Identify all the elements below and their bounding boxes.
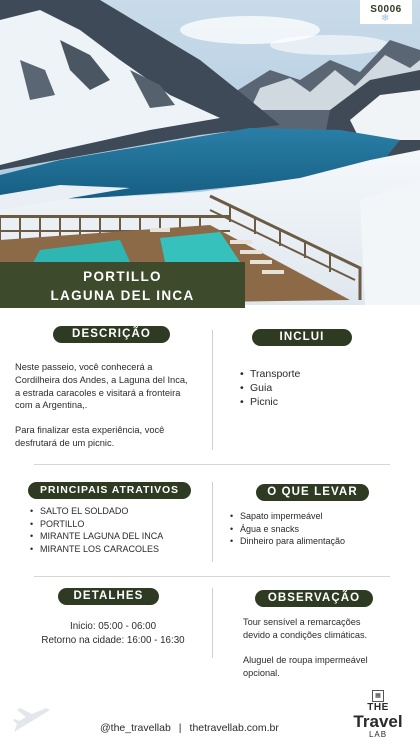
list-item: • Água e snacks — [230, 523, 345, 536]
list-item: • MIRANTE LAGUNA DEL INCA — [30, 530, 163, 543]
tour-title-box — [0, 262, 245, 308]
list-item: • SALTO EL SOLDADO — [30, 505, 163, 518]
tour-code: S0006 — [370, 4, 402, 15]
logo-text-the: THE — [367, 702, 389, 713]
detalhes-heading: DETALHES — [58, 588, 159, 605]
airplane-icon — [10, 704, 54, 738]
footer-separator: | — [178, 722, 182, 734]
descricao-text — [15, 361, 215, 450]
section-divider — [34, 576, 390, 577]
list-item: • MIRANTE LOS CARACOLES — [30, 543, 163, 556]
section-divider — [34, 464, 390, 465]
section-divider-vertical — [212, 588, 213, 658]
observacao-line: devido a condições climáticas. — [243, 629, 368, 640]
snowflake-icon: ❄ — [381, 13, 390, 24]
list-item: • Transporte — [240, 367, 300, 381]
footer-contacts — [100, 722, 279, 734]
list-item: • Dinheiro para alimentação — [230, 535, 345, 548]
descricao-line: Para finalizar esta experiência, você — [15, 425, 165, 436]
departure-time: Inicio: 05:00 - 06:00 — [69, 621, 157, 632]
section-divider-vertical — [212, 482, 213, 562]
logo-mark-icon: ▦ — [372, 690, 384, 702]
instagram-handle-link[interactable]: @the_travellab — [100, 722, 171, 734]
logo-text-travel: Travel — [353, 712, 403, 731]
inclui-list — [240, 367, 300, 409]
levar-heading: O QUE LEVAR — [256, 484, 369, 501]
travel-lab-logo — [350, 690, 406, 739]
atrativos-list — [30, 505, 163, 555]
hero-illustration — [0, 0, 420, 305]
observacao-text — [243, 616, 418, 679]
descricao-line: Neste passeio, você conhecerá a — [15, 362, 153, 372]
observacao-line: opcional. — [243, 667, 280, 678]
descricao-line: com a Argentina,. — [15, 400, 88, 411]
descricao-line: Cordilheira dos Andes, a Laguna del Inca, — [15, 374, 188, 385]
descricao-heading: DESCRIÇÃO — [53, 326, 170, 343]
hero-image — [0, 0, 420, 305]
list-item: • Picnic — [240, 395, 300, 409]
list-item: • Sapato impermeável — [230, 510, 345, 523]
descricao-line: a estrada caracoles e visitará a fronteira — [15, 387, 181, 398]
inclui-heading: INCLUI — [252, 329, 352, 346]
detalhes-text — [18, 620, 208, 648]
tour-title-line1: PORTILLO — [83, 269, 162, 284]
observacao-line: Aluguel de roupa impermeável — [243, 655, 368, 666]
tour-title-line2: LAGUNA DEL INCA — [50, 288, 195, 303]
website-link[interactable]: thetravellab.com.br — [189, 722, 279, 734]
descricao-line: desfrutará de um picnic. — [15, 437, 115, 448]
logo-text-lab: LAB — [368, 730, 388, 739]
observacao-heading: OBSERVAÇÃO — [255, 590, 373, 607]
tour-code-badge — [360, 0, 412, 24]
levar-list — [230, 510, 345, 548]
list-item: • Guia — [240, 381, 300, 395]
observacao-line: Tour sensível a remarcações — [243, 617, 361, 627]
atrativos-heading: PRINCIPAIS ATRATIVOS — [28, 482, 191, 499]
return-time: Retorno na cidade: 16:00 - 16:30 — [41, 635, 185, 646]
list-item: • PORTILLO — [30, 518, 163, 531]
